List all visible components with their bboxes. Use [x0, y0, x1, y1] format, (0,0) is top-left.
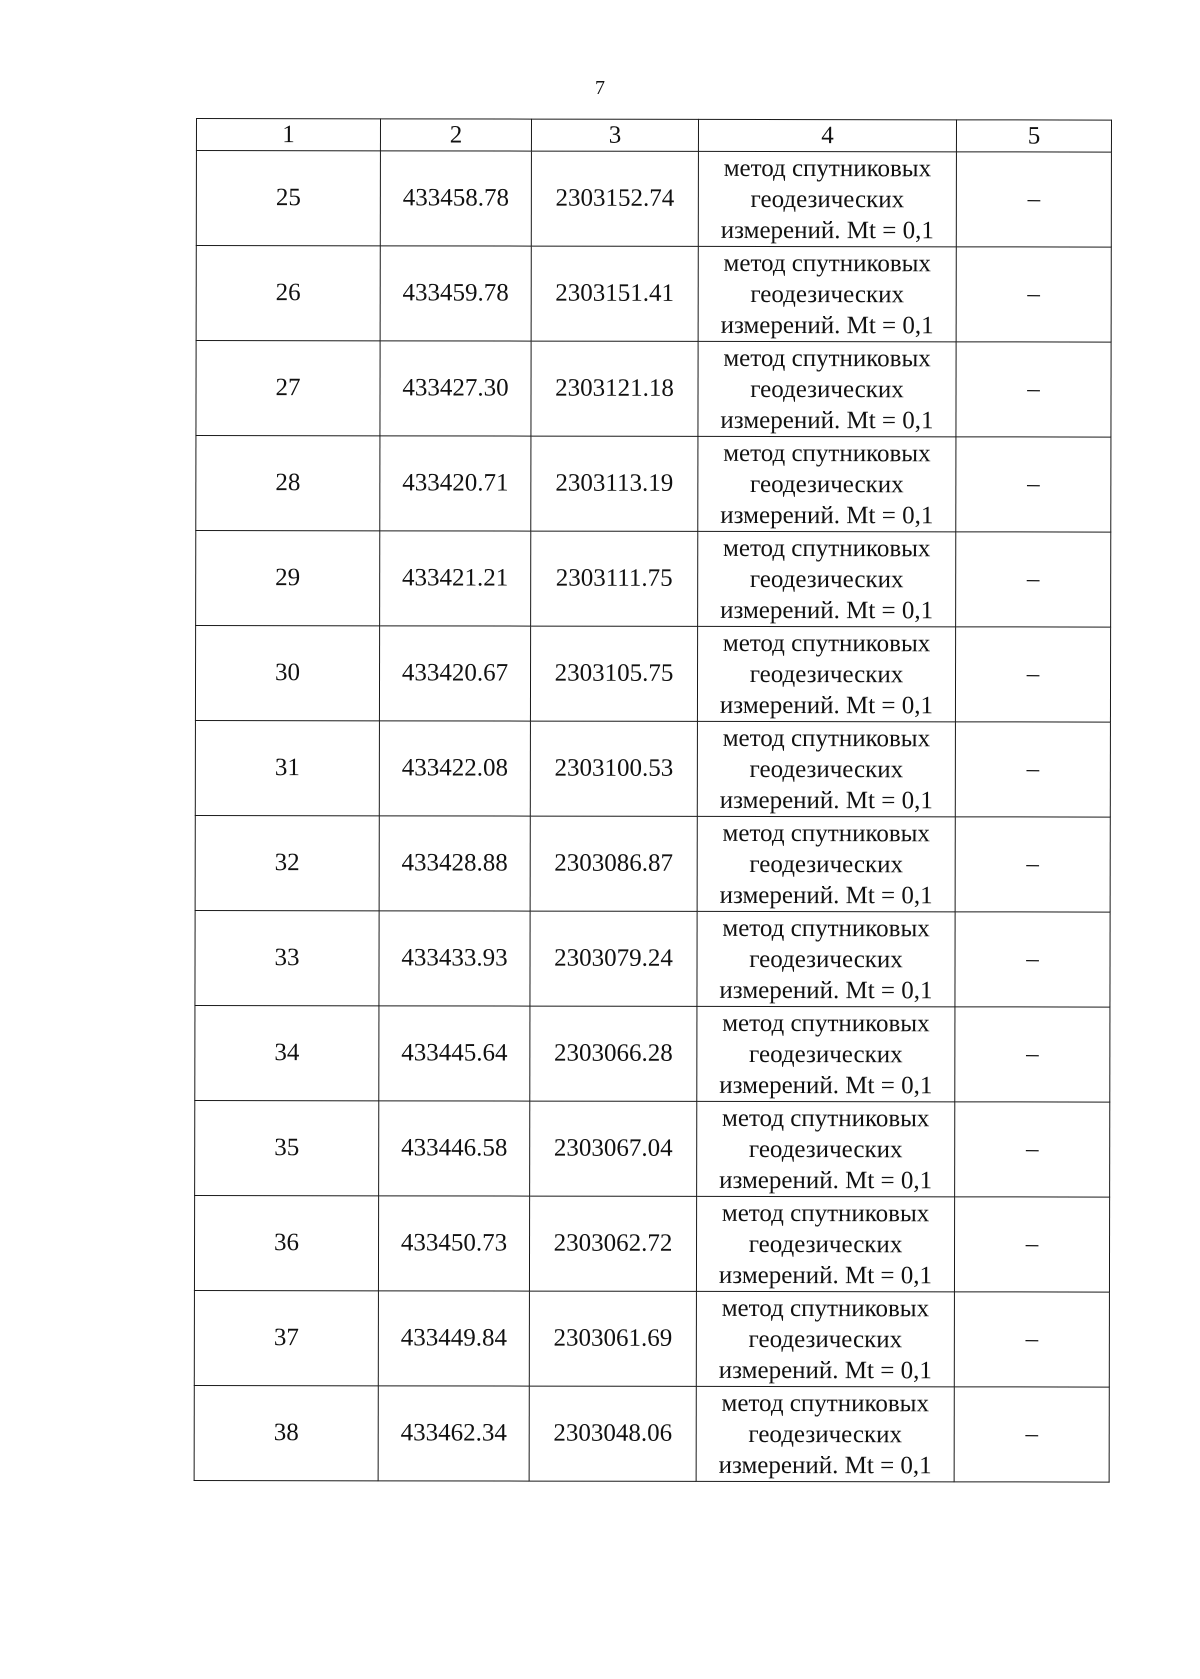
method-text-line: метод спутниковых: [722, 724, 931, 752]
method-text-line: метод спутниковых: [721, 1294, 930, 1322]
point-number-cell: 30: [195, 626, 379, 721]
method-text-line: геодезических: [750, 375, 904, 403]
method-cell: [698, 531, 956, 626]
method-cell: [697, 1101, 955, 1196]
method-text-line: метод спутниковых: [722, 629, 931, 657]
x-coordinate-cell: 433458.78: [380, 151, 531, 246]
method-cell: [697, 1006, 955, 1101]
x-coordinate-cell: 433449.84: [378, 1291, 529, 1386]
method-text-line: измерений. Mt = 0,1: [718, 1356, 932, 1384]
note-cell: –: [955, 1102, 1110, 1197]
point-number-cell: 35: [195, 1100, 379, 1195]
method-text-line: метод спутниковых: [722, 1009, 930, 1037]
note-cell: –: [956, 532, 1111, 627]
method-text-line: метод спутниковых: [723, 534, 931, 562]
y-coordinate-cell: 2303121.18: [531, 341, 698, 436]
x-coordinate-cell: 433422.08: [379, 721, 530, 816]
y-coordinate-cell: 2303067.04: [530, 1101, 697, 1196]
point-number-cell: 36: [194, 1195, 378, 1290]
method-cell: [696, 1291, 954, 1386]
column-header-5: 5: [956, 120, 1111, 152]
column-header-1: 1: [196, 119, 380, 151]
x-coordinate-cell: 433420.71: [380, 436, 531, 531]
y-coordinate-cell: 2303113.19: [531, 436, 698, 531]
method-text-line: геодезических: [749, 565, 904, 593]
method-text-line: измерений. Mt = 0,1: [720, 501, 934, 529]
note-cell: –: [955, 627, 1110, 722]
method-text-line: геодезических: [749, 945, 903, 973]
table-row: [196, 246, 1111, 343]
method-text-line: геодезических: [748, 1420, 903, 1448]
method-cell: [698, 436, 956, 531]
method-text-line: измерений. Mt = 0,1: [719, 786, 933, 814]
point-number-cell: 27: [196, 341, 380, 436]
y-coordinate-cell: 2303066.28: [530, 1006, 697, 1101]
method-cell: [696, 1386, 954, 1481]
method-text-line: геодезических: [750, 280, 905, 308]
method-text-line: геодезических: [749, 1040, 903, 1068]
method-text-line: метод спутниковых: [723, 344, 931, 372]
method-cell: [698, 246, 956, 341]
note-cell: –: [956, 152, 1111, 247]
table-row: [196, 341, 1111, 438]
point-number-cell: 29: [196, 531, 380, 626]
table-row: [195, 910, 1110, 1007]
method-text-line: измерений. Mt = 0,1: [719, 976, 933, 1004]
method-text-line: метод спутниковых: [723, 154, 932, 182]
method-text-line: метод спутниковых: [722, 914, 930, 942]
method-text-line: измерений. Mt = 0,1: [719, 881, 933, 909]
note-cell: –: [955, 912, 1110, 1007]
method-text-line: измерений. Mt = 0,1: [720, 216, 934, 244]
point-number-cell: 38: [194, 1385, 378, 1480]
point-number-cell: 32: [195, 815, 379, 910]
note-cell: –: [956, 247, 1111, 342]
point-number-cell: 33: [195, 910, 379, 1005]
x-coordinate-cell: 433450.73: [378, 1196, 529, 1291]
method-text-line: метод спутниковых: [722, 819, 930, 847]
method-text-line: геодезических: [749, 660, 904, 688]
note-cell: –: [954, 1387, 1109, 1482]
table-row: [195, 720, 1110, 817]
y-coordinate-cell: 2303079.24: [530, 911, 697, 1006]
coordinates-table: [194, 118, 1112, 1483]
method-text-line: метод спутниковых: [723, 439, 931, 467]
column-header-3: 3: [531, 119, 698, 151]
x-coordinate-cell: 433462.34: [378, 1386, 529, 1481]
point-number-cell: 37: [194, 1290, 378, 1385]
method-text-line: измерений. Mt = 0,1: [719, 1071, 933, 1099]
note-cell: –: [955, 817, 1110, 912]
method-text-line: измерений. Mt = 0,1: [720, 596, 934, 624]
note-cell: –: [956, 342, 1111, 437]
note-cell: –: [954, 1292, 1109, 1387]
x-coordinate-cell: 433427.30: [380, 341, 531, 436]
method-text-line: метод спутниковых: [722, 1104, 930, 1132]
method-text-line: измерений. Mt = 0,1: [718, 1261, 933, 1289]
table-row: [195, 1005, 1110, 1102]
method-cell: [698, 341, 956, 436]
x-coordinate-cell: 433428.88: [379, 816, 530, 911]
method-text-line: геодезических: [749, 755, 904, 783]
y-coordinate-cell: 2303086.87: [530, 816, 697, 911]
y-coordinate-cell: 2303151.41: [531, 246, 698, 341]
x-coordinate-cell: 433420.67: [379, 626, 530, 721]
point-number-cell: 26: [196, 246, 380, 341]
table-row: [196, 436, 1111, 533]
method-text-line: геодезических: [748, 1135, 903, 1163]
method-text-line: геодезических: [750, 470, 904, 498]
column-header-4: 4: [698, 119, 956, 151]
x-coordinate-cell: 433421.21: [380, 531, 531, 626]
method-text-line: метод спутниковых: [723, 249, 931, 277]
method-cell: [697, 911, 955, 1006]
table-row: [196, 151, 1111, 248]
method-text-line: измерений. Mt = 0,1: [720, 311, 934, 339]
table-row: [195, 626, 1110, 723]
method-text-line: измерений. Mt = 0,1: [719, 1166, 933, 1194]
note-cell: –: [955, 722, 1110, 817]
y-coordinate-cell: 2303105.75: [530, 626, 697, 721]
note-cell: –: [955, 1007, 1110, 1102]
method-text-line: геодезических: [748, 1325, 903, 1353]
method-text-line: геодезических: [748, 1230, 903, 1258]
method-text-line: измерений. Mt = 0,1: [718, 1451, 932, 1479]
method-text-line: метод спутниковых: [721, 1199, 930, 1227]
table-row: [195, 815, 1110, 912]
point-number-cell: 25: [196, 151, 380, 246]
method-cell: [697, 626, 955, 721]
method-text-line: измерений. Mt = 0,1: [720, 406, 934, 434]
y-coordinate-cell: 2303061.69: [529, 1291, 696, 1386]
y-coordinate-cell: 2303100.53: [530, 721, 697, 816]
x-coordinate-cell: 433445.64: [379, 1006, 530, 1101]
note-cell: –: [956, 437, 1111, 532]
method-text-line: измерений. Mt = 0,1: [719, 691, 934, 719]
note-cell: –: [954, 1197, 1109, 1292]
y-coordinate-cell: 2303111.75: [531, 531, 698, 626]
x-coordinate-cell: 433446.58: [379, 1101, 530, 1196]
point-number-cell: 34: [195, 1005, 379, 1100]
x-coordinate-cell: 433459.78: [380, 246, 531, 341]
column-header-2: 2: [380, 119, 531, 151]
table-header-row: [196, 119, 1111, 153]
table-row: [194, 1195, 1109, 1292]
table-row: [194, 1385, 1109, 1482]
table-row: [194, 1290, 1109, 1387]
table-row: [195, 1100, 1110, 1197]
method-text-line: геодезических: [750, 185, 905, 213]
page-number: 7: [595, 77, 605, 99]
method-text-line: метод спутниковых: [721, 1389, 929, 1417]
method-cell: [698, 151, 956, 246]
point-number-cell: 28: [196, 436, 380, 531]
method-text-line: геодезических: [749, 850, 904, 878]
point-number-cell: 31: [195, 720, 379, 815]
y-coordinate-cell: 2303048.06: [529, 1386, 696, 1481]
y-coordinate-cell: 2303152.74: [531, 151, 698, 246]
table-body: [194, 151, 1111, 1483]
table-row: [196, 531, 1111, 628]
x-coordinate-cell: 433433.93: [379, 911, 530, 1006]
method-cell: [696, 1196, 954, 1291]
method-cell: [697, 721, 955, 816]
y-coordinate-cell: 2303062.72: [529, 1196, 696, 1291]
method-cell: [697, 816, 955, 911]
